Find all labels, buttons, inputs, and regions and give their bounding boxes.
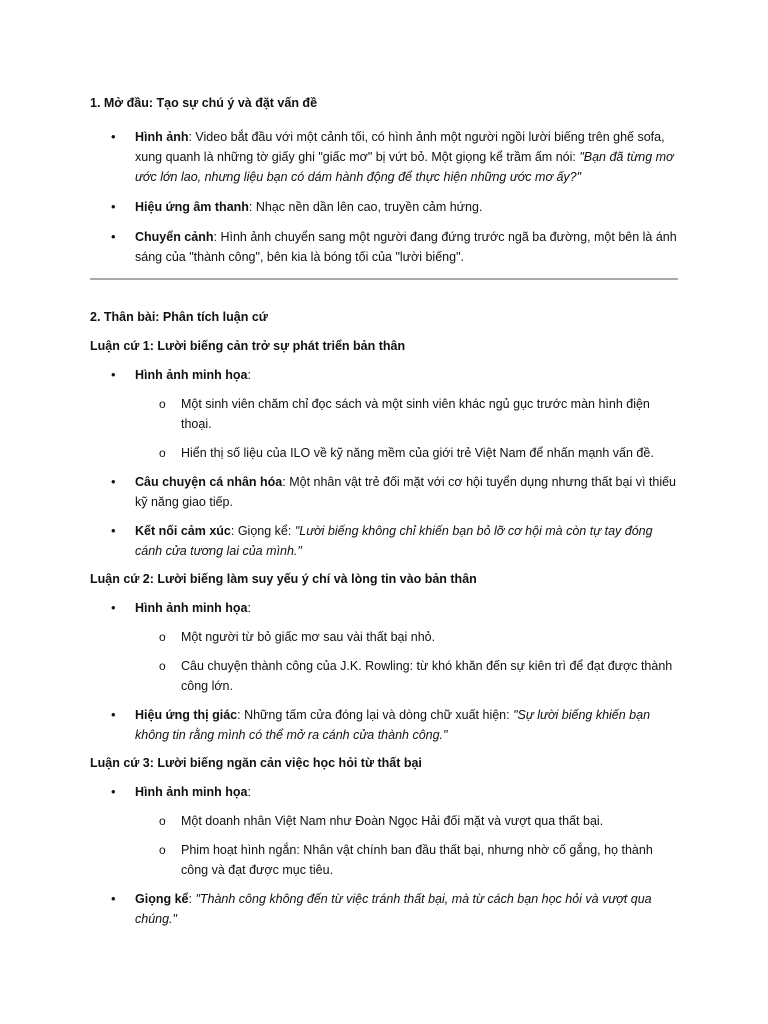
sub-list-item xyxy=(90,811,680,831)
list-item xyxy=(90,521,680,561)
sub-list-item xyxy=(90,627,680,647)
sub-bullet-icon: o xyxy=(159,630,166,644)
item-text: : Giọng kể: xyxy=(230,524,295,538)
item-label: Hiệu ứng thị giác xyxy=(135,708,238,722)
item-text: : xyxy=(188,892,196,906)
sub-list-item xyxy=(90,443,680,463)
item-label: Câu chuyện cá nhân hóa xyxy=(135,475,283,489)
list-item xyxy=(90,889,680,929)
bullet-icon: • xyxy=(111,229,116,244)
bullet-icon: • xyxy=(111,891,116,906)
argument-3-sublist xyxy=(90,811,680,880)
list-item xyxy=(90,127,680,187)
sub-item-text: Hiển thị số liệu của ILO về kỹ năng mềm của giới trẻ Việt Nam để nhấn mạnh vấn đề. xyxy=(181,446,654,460)
item-text: : Một nhân vật trẻ đối mặt với cơ hội tuyển dụng nhưng thất bại vì thiếu kỹ năng giao tiếp. xyxy=(135,475,677,509)
argument-3-title: Luận cứ 3: Lười biếng ngăn cản việc học hỏi từ thất bại xyxy=(90,756,422,770)
item-label: Hình ảnh xyxy=(135,130,189,144)
item-label: Hình ảnh minh họa xyxy=(135,601,248,615)
item-text: : Video bắt đầu với một cảnh tối, có hình ảnh một người ngồi lười biếng trên ghế sofa, xung quanh là những tờ giấy ghi "giấc mơ" bị vứt bỏ. Một giọng kể trầm ấm nói: xyxy=(135,130,665,164)
bullet-icon: • xyxy=(111,784,116,799)
sub-item-text: Một doanh nhân Việt Nam như Đoàn Ngọc Hải đối mặt và vượt qua thất bại. xyxy=(181,814,604,828)
argument-2-list-continued xyxy=(90,705,680,745)
item-label: Giọng kể xyxy=(135,892,189,906)
argument-2-title: Luận cứ 2: Lười biếng làm suy yếu ý chí và lòng tin vào bản thân xyxy=(90,572,477,586)
list-item xyxy=(90,782,680,802)
item-quote: "Lười biếng không chỉ khiến bạn bỏ lỡ cơ hội mà còn tự tay đóng cánh cửa tương lai của mình." xyxy=(135,524,653,558)
item-colon: : xyxy=(247,601,251,615)
intro-list xyxy=(90,127,680,267)
item-label: Hình ảnh minh họa xyxy=(135,368,248,382)
item-text: : Hình ảnh chuyển sang một người đang đứng trước ngã ba đường, một bên là ánh sáng của "thành công", bên kia là bóng tối của "lười biếng". xyxy=(135,230,677,264)
sub-item-text: Phim hoạt hình ngắn: Nhân vật chính ban đầu thất bại, nhưng nhờ cố gắng, họ thành công và đạt được mục tiêu. xyxy=(181,843,653,877)
bullet-icon: • xyxy=(111,367,116,382)
list-item xyxy=(90,705,680,745)
argument-1-sublist xyxy=(90,394,680,463)
bullet-icon: • xyxy=(111,600,116,615)
sub-bullet-icon: o xyxy=(159,814,166,828)
list-item xyxy=(90,598,680,618)
item-text: : Nhạc nền dần lên cao, truyền cảm hứng. xyxy=(248,200,483,214)
item-quote: "Bạn đã từng mơ ước lớn lao, nhưng liệu bạn có dám hành động để thực hiện những ước mơ ấy?" xyxy=(135,150,674,184)
list-item xyxy=(90,197,680,217)
body-heading: 2. Thân bài: Phân tích luận cứ xyxy=(90,310,268,324)
bullet-icon: • xyxy=(111,707,116,722)
sub-item-text: Một sinh viên chăm chỉ đọc sách và một sinh viên khác ngủ gục trước màn hình điện thoại. xyxy=(181,397,650,431)
item-quote: "Thành công không đến từ việc tránh thất bại, mà từ cách bạn học hỏi và vượt qua chúng." xyxy=(135,892,652,926)
document-body xyxy=(90,93,680,929)
sub-bullet-icon: o xyxy=(159,843,166,857)
argument-1-list xyxy=(90,365,680,385)
argument-2-sublist xyxy=(90,627,680,696)
sub-list-item xyxy=(90,656,680,696)
sub-bullet-icon: o xyxy=(159,446,166,460)
sub-bullet-icon: o xyxy=(159,397,166,411)
argument-3-list xyxy=(90,782,680,802)
argument-1-list-continued xyxy=(90,472,680,561)
argument-3-list-continued xyxy=(90,889,680,929)
intro-heading: 1. Mở đầu: Tạo sự chú ý và đặt vấn đề xyxy=(90,96,318,110)
item-label: Kết nối cảm xúc xyxy=(135,524,231,538)
sub-item-text: Câu chuyện thành công của J.K. Rowling: từ khó khăn đến sự kiên trì để đạt được thành công lớn. xyxy=(181,659,673,693)
bullet-icon: • xyxy=(111,199,116,214)
bullet-icon: • xyxy=(111,523,116,538)
argument-1-title: Luận cứ 1: Lười biếng cản trở sự phát triển bản thân xyxy=(90,339,406,353)
item-label: Hình ảnh minh họa xyxy=(135,785,248,799)
argument-2-list xyxy=(90,598,680,618)
sub-item-text: Một người từ bỏ giấc mơ sau vài thất bại nhỏ. xyxy=(181,630,436,644)
item-label: Hiệu ứng âm thanh xyxy=(135,200,249,214)
sub-bullet-icon: o xyxy=(159,659,166,673)
item-quote: "Sự lười biếng khiến bạn không tin rằng mình có thể mở ra cánh cửa thành công." xyxy=(135,708,651,742)
list-item xyxy=(90,472,680,512)
item-colon: : xyxy=(247,368,251,382)
list-item xyxy=(90,227,680,267)
bullet-icon: • xyxy=(111,129,116,144)
sub-list-item xyxy=(90,394,680,434)
item-label: Chuyển cảnh xyxy=(135,230,214,244)
bullet-icon: • xyxy=(111,474,116,489)
list-item xyxy=(90,365,680,385)
item-text: : Những tấm cửa đóng lại và dòng chữ xuất hiện: xyxy=(237,708,514,722)
item-colon: : xyxy=(247,785,251,799)
sub-list-item xyxy=(90,840,680,880)
